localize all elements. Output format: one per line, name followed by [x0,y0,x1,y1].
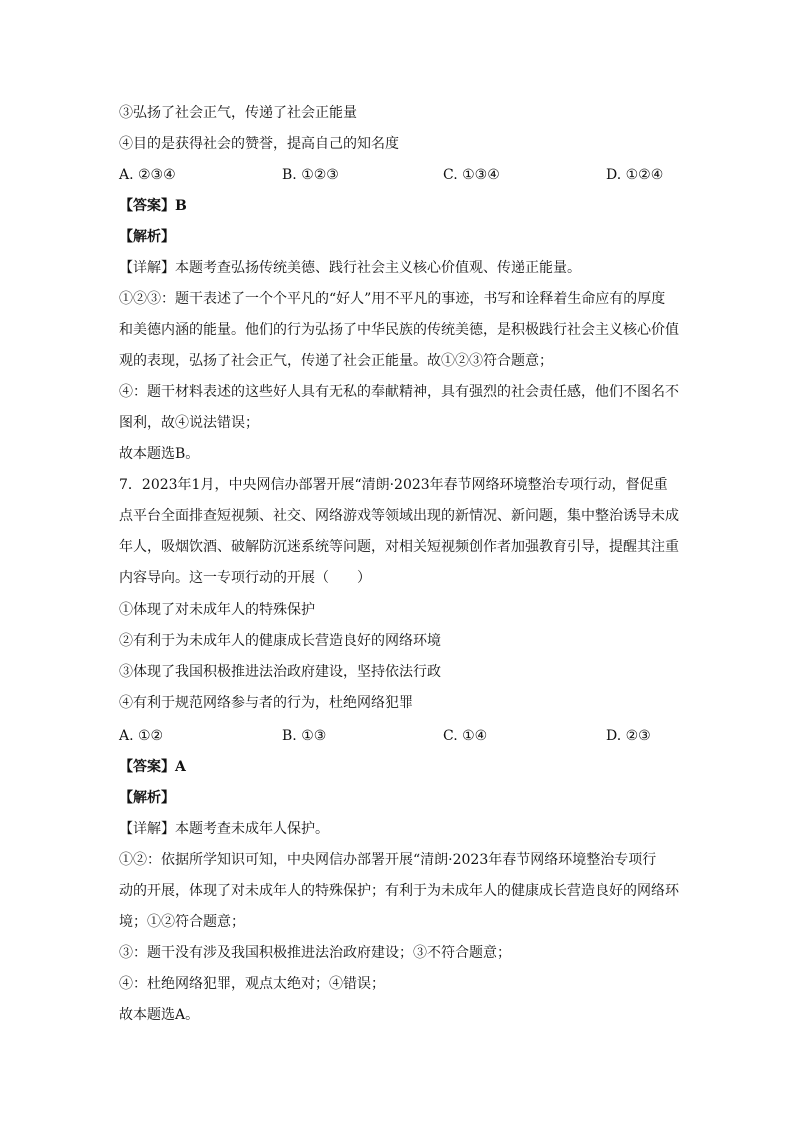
q7-stem-line: 年人，吸烟饮酒、破解防沉迷系统等问题，对相关短视频创作者加强教育引导，提醒其注重 [119,539,679,555]
q7-option-4: ④有利于规范网络参与者的行为，杜绝网络犯罪 [119,695,413,711]
q7-option-2: ②有利于为未成年人的健康成长营造良好的网络环境 [119,633,441,649]
q7-analysis-line: 动的开展，体现了对未成年人的特殊保护；有利于为未成年人的健康成长营造良好的网络环 [119,883,679,899]
q7-choice-d: D. ②③ [606,728,651,744]
q6-choice-d: D. ①②④ [606,167,664,183]
q7-choice-b: B. ①③ [282,728,327,744]
q6-analysis-line: 图利，故④说法错误； [119,415,259,431]
q6-analysis-line: 【详解】本题考查弘扬传统美德、践行社会主义核心价值观、传递正能量。 [119,260,581,276]
q7-analysis-line: ①②：依据所学知识可知，中央网信办部署开展“清朗·2023年春节网络环境整治专项行 [119,852,657,868]
q6-choice-a: A. ②③④ [119,167,176,183]
q7-choices [119,726,699,748]
q7-option-3: ③体现了我国积极推进法治政府建设，坚持依法行政 [119,664,441,680]
q6-choices [119,165,699,187]
q6-analysis-line: ④：题干材料表述的这些好人具有无私的奉献精神，具有强烈的社会责任感，他们不图名不 [119,384,679,400]
q7-analysis-line: 境；①②符合题意； [119,914,245,930]
q7-answer: 【答案】A [119,759,186,775]
q6-option-4: ④目的是获得社会的赞誉，提高自己的知名度 [119,136,399,152]
q7-analysis-label: 【解析】 [119,790,175,806]
q6-answer: 【答案】B [119,198,187,214]
q7-stem-line: 内容导向。这一专项行动的开展（ ） [119,570,371,586]
q6-choice-b: B. ①②③ [282,167,339,183]
q7-choice-c: C. ①④ [443,728,488,744]
q6-analysis-line: 观的表现，弘扬了社会正气，传递了社会正能量。故①②③符合题意； [119,353,553,369]
q6-analysis-line: 和美德内涵的能量。他们的行为弘扬了中华民族的传统美德，是积极践行社会主义核心价值 [119,322,679,338]
q7-analysis-line: 【详解】本题考查未成年人保护。 [119,821,329,837]
q7-choice-a: A. ①② [119,728,164,744]
q7-stem-line: 点平台全面排查短视频、社交、网络游戏等领域出现的新情况、新问题，集中整治诱导未成 [119,508,679,524]
q7-analysis-line: ④：杜绝网络犯罪，观点太绝对；④错误； [119,976,385,992]
q6-analysis-label: 【解析】 [119,229,175,245]
q6-conclusion: 故本题选B。 [119,446,200,462]
q6-analysis-line: ①②③：题干表述了一个个平凡的“好人”用不平凡的事迹，书写和诠释着生命应有的厚度 [119,291,666,307]
q6-option-3: ③弘扬了社会正气，传递了社会正能量 [119,105,357,121]
q7-stem-line: 7．2023年1月，中央网信办部署开展“清朗·2023年春节网络环境整治专项行动，督促重 [119,477,668,493]
q7-conclusion: 故本题选A。 [119,1007,200,1023]
q7-analysis-line: ③：题干没有涉及我国积极推进法治政府建设；③不符合题意； [119,945,511,961]
q7-option-1: ①体现了对未成年人的特殊保护 [119,602,315,618]
q6-choice-c: C. ①③④ [443,167,500,183]
